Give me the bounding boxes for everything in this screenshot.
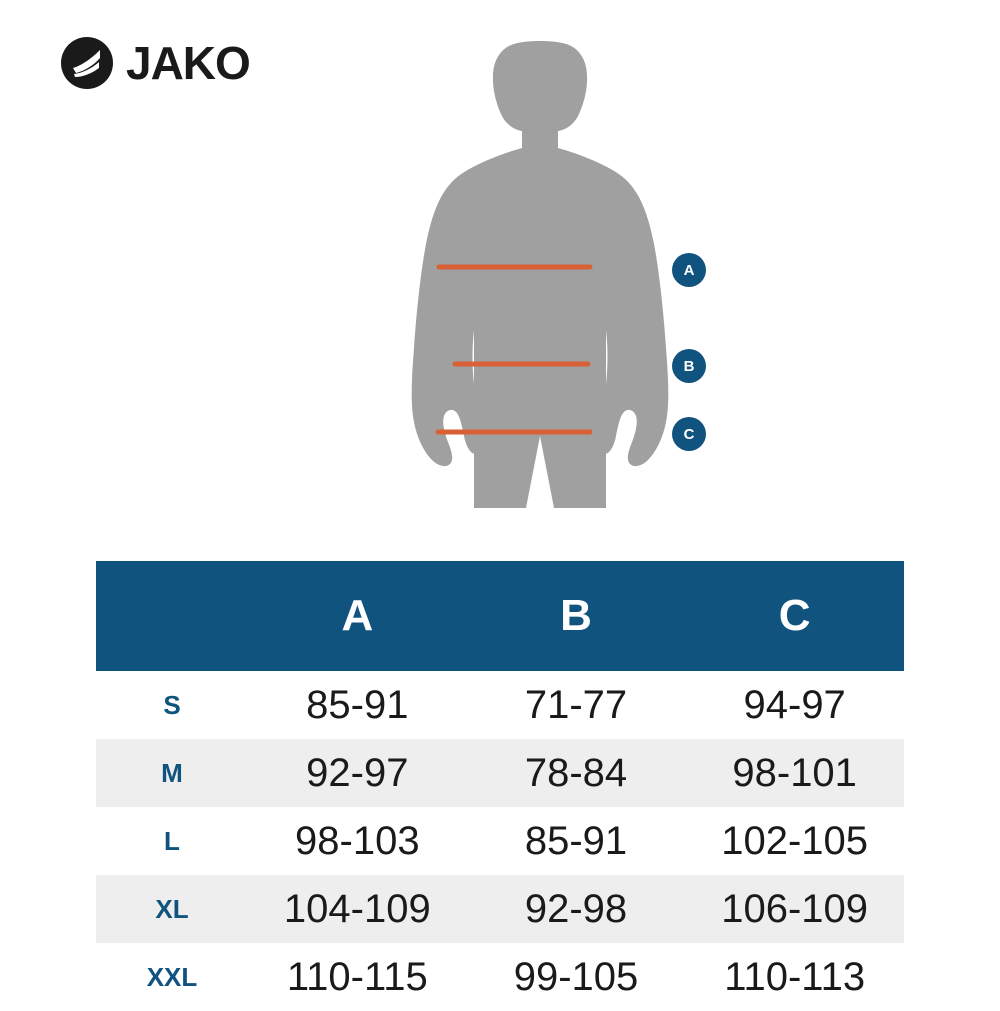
row-value-b: 92-98 — [467, 875, 686, 943]
row-value-b: 71-77 — [524, 682, 628, 727]
marker-bullet-c — [672, 417, 706, 451]
row-value-b: 78-84 — [467, 739, 686, 807]
table-row — [96, 875, 904, 943]
jako-swoosh-icon — [60, 36, 114, 90]
marker-bullet-a-label: A — [683, 261, 695, 279]
table-row — [96, 807, 904, 875]
size-table — [96, 561, 904, 1011]
row-value-a: 110-115 — [286, 954, 428, 999]
size-table-head — [96, 561, 904, 671]
row-value-a: 98-103 — [295, 818, 420, 863]
row-value-a: 85-91 — [306, 682, 409, 727]
row-value-c: 98-101 — [685, 739, 904, 807]
marker-bullet-c-label: C — [683, 425, 695, 443]
table-row — [96, 671, 904, 739]
marker-bullet-b — [672, 349, 706, 383]
row-value-b: 99-105 — [513, 954, 639, 999]
table-header-c: C — [685, 561, 904, 671]
table-row — [96, 739, 904, 807]
table-header-a: A — [248, 561, 467, 671]
size-table-body — [96, 671, 904, 1011]
row-size-label: L — [164, 825, 180, 856]
row-value-a: 104-109 — [248, 875, 467, 943]
row-size-label: S — [163, 689, 181, 720]
row-size-label: XL — [96, 875, 248, 943]
row-value-b: 85-91 — [524, 818, 628, 863]
marker-bullet-b-label: B — [683, 357, 695, 375]
row-value-c: 102-105 — [721, 818, 869, 863]
table-row — [96, 943, 904, 1011]
row-size-label: XXL — [146, 961, 198, 992]
male-torso-silhouette-icon — [412, 41, 669, 508]
row-size-label: M — [96, 739, 248, 807]
brand-logo — [60, 36, 250, 90]
table-header-row — [96, 561, 904, 671]
row-value-c: 110-113 — [724, 954, 866, 999]
row-value-c: 94-97 — [743, 682, 846, 727]
marker-bullet-a — [672, 253, 706, 287]
table-header-b: B — [467, 561, 686, 671]
body-figure — [350, 30, 730, 540]
brand-name: JAKO — [126, 37, 250, 89]
table-header-corner — [96, 561, 248, 671]
row-value-a: 92-97 — [248, 739, 467, 807]
row-value-c: 106-109 — [685, 875, 904, 943]
